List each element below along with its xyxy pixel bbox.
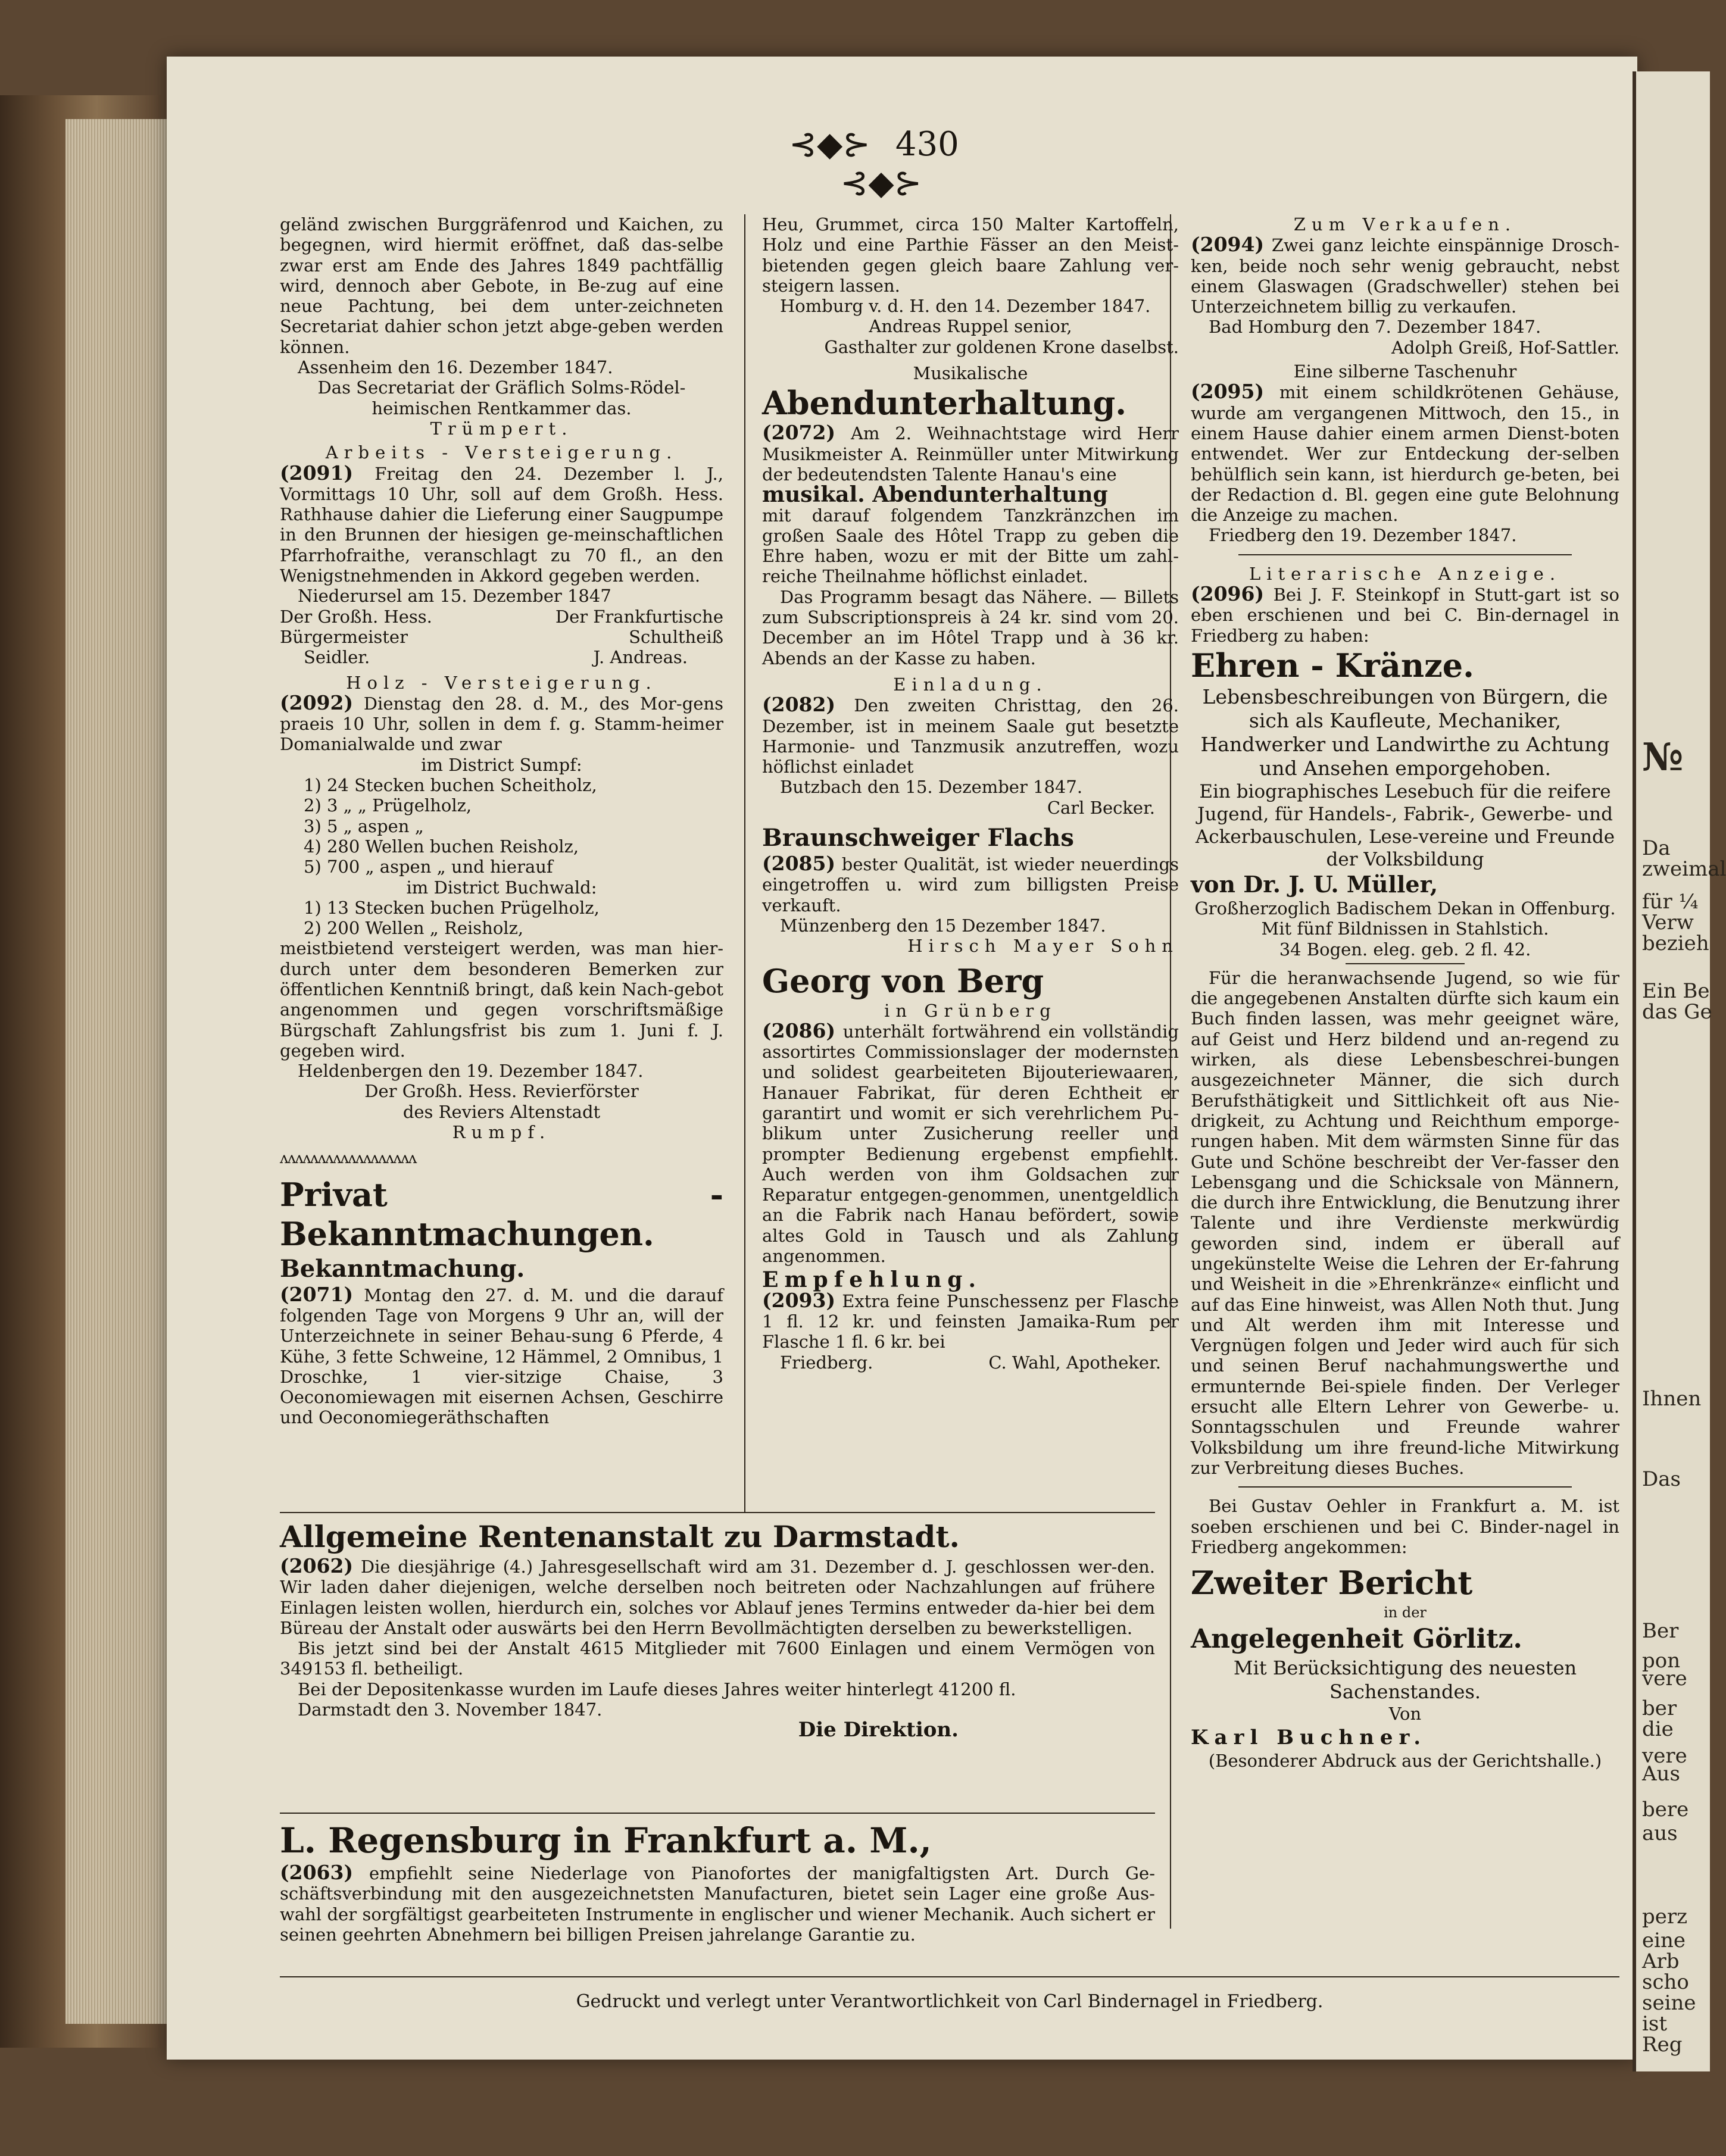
list-item: 1) 13 Stecken buchen Prügelholz, [304,897,600,918]
ad-name: Trümpert. [430,418,573,439]
ad-number: (2094) [1191,233,1265,257]
ad-text: bester Qualität, ist wieder neuerdings eingetroffen u. wird zum billigsten Preise verkauft. [762,854,1179,915]
ad-text: Das Programm besagt das Nähere. — Billets zum Subscriptionspreis à 24 kr. sind vom 20. December an im Hôtel Trapp und à 36 kr. Abends an der Kasse zu haben. [762,586,1179,668]
ad-number: (2093) [762,1288,836,1312]
list-item: 5) 700 „ aspen „ und hierauf [304,857,553,877]
ad-text: meistbietend versteigert werden, was man hier-durch unter dem besonderen Bemerken zur öffentlichen Kenntniß bringt, daß kein Nach-gebot angenommen und gegen vorschriftsmäßige Bürgschaft Zahlungsfrist bis zum 1. Juni f. J. gegeben wird. [280,938,723,1061]
ad-text: empfiehlt seine Niederlage von Pianofortes der manigfaltigsten Art. Durch Ge-schäftsverbindung mit den ausgezeichnetsten Manufacturen, bietet sein Lager eine große Aus-wahl der sorgfältigst gearbeiteten Instrumente in englischer und wiener Mechanik. Auch sichert er seinen geehrten Abnehmern bei billigen Preisen jahrelange Garantie zu. [280,1863,1155,1945]
adjacent-page-fragment: Da [1642,836,1671,860]
sig-right: Der Frankfurtische [555,606,723,627]
ad-text: Bei J. F. Steinkopf in Stutt-gart ist so eben erschienen und bei C. Bin-dernagel in Friedberg zu haben: [1191,585,1620,646]
ad-text: Heu, Grummet, circa 150 Malter Kartoffeln, Holz und eine Parthie Fässer an den Meist-bietenden gegen gleich baare Zahlung ver-steigern lassen. [762,214,1179,296]
rentenanstalt-ad [280,1518,1155,1741]
ad-date: Friedberg den 19. Dezember 1847. [1209,525,1517,546]
sig-left: Der Großh. Hess. [280,606,432,627]
ornament-left: ⊰◆⊱ [789,125,871,164]
signature-block [762,1352,1179,1373]
ad-text: Die diesjährige (4.) Jahresgesellschaft wird am 31. Dezember d. J. geschlossen wer-den. Wir laden daher diejenigen, welche derselben noch beitreten oder Nachzahlungen auf frühere Einlagen leisten wollen, hierdurch ein, solches vor Ablauf jenes Termins entweder da-hier bei dem Büreau der Anstalt oder auswärts bei den Herrn Bevollmächtigten derselben zu bewerkstelligen. [280,1557,1156,1638]
ad-signature: Die Direktion. [798,1718,959,1742]
heading-ehrenkraenze: Ehren - Kränze. [1191,646,1474,685]
heading-taschenuhr: Eine silberne Taschenuhr [1293,361,1517,382]
wood-list [280,898,723,939]
ad-signature: Hirsch Mayer Sohn [907,936,1179,957]
heading-abend: Abendunterhaltung. [762,384,1127,423]
divider [1346,963,1465,964]
page-number-value: 430 [895,125,959,164]
heading-zweiter-bericht: Zweiter Bericht [1191,1564,1473,1602]
ad-number: (2071) [280,1282,354,1306]
book-author: von Dr. J. U. Müller, [1191,870,1438,898]
adjacent-page-fragment: Ein Be [1642,979,1710,1003]
ad-number: (2082) [762,693,836,717]
ad-2063 [280,1863,1155,1945]
ad-2093 [762,1288,1179,1352]
list-item: 2) 200 Wellen „ Reisholz, [304,918,524,939]
adjacent-page-fragment: bezieh [1642,932,1709,955]
heading-regensburg: L. Regensburg in Frankfurt a. M., [280,1820,932,1861]
adjacent-page-fragment: Ihnen [1642,1387,1702,1411]
adjacent-page-fragment: pon [1642,1649,1681,1673]
adjacent-page-fragment: Arb [1642,1949,1680,1973]
author-title: Großherzoglich Badischem Dekan in Offenburg. [1194,898,1616,918]
signature-block [280,627,723,647]
heading-einladung: Einladung. [893,674,1048,695]
heading-goerlitz: Angelegenheit Görlitz. [1191,1624,1522,1655]
ad-text: Bis jetzt sind bei der Anstalt 4615 Mitglieder mit 7600 Einlagen und einem Vermögen von 349153 fl. betheiligt. [280,1638,1155,1679]
heading-musikal: musikal. Abendunterhaltung [762,482,1108,508]
section-rule [280,1512,1155,1513]
adjacent-page-fragment: die [1642,1717,1674,1741]
ad-signature: Der Großh. Hess. Revierförster [364,1081,639,1102]
column-2 [762,214,1179,1373]
column-rule [744,214,745,1512]
sig-left: Bürgermeister [280,626,408,647]
ad-number: (2062) [280,1554,354,1577]
ad-text: geländ zwischen Burggräfenrod und Kaichen, zu begegnen, wird hiermit eröffnet, daß das-selbe zwar erst am Ende des Jahres 1849 pachtfällig wird, dennoch aber Gebote, in Be-zug auf eine neue Pachtung, bei dem unter-zeichneten Secretariat dahier schon jetzt abge-geben werden können. [280,214,723,357]
ad-number: (2096) [1191,582,1265,606]
sig-right: J. Andreas. [593,647,688,668]
heading-empfehlung: Empfehlung. [762,1267,982,1293]
adjacent-page-fragment: zweimal [1642,857,1726,881]
adjacent-page-fragment: Ber [1642,1619,1679,1643]
ad-2094 [1191,235,1619,317]
signature-block [280,607,723,627]
ad-text: Extra feine Punschessenz per Flasche 1 fl. 12 kr. und feinsten Jamaika-Rum per Flasche 1 fl. 6 kr. bei [762,1291,1179,1352]
column-3 [1191,214,1619,1771]
adjacent-page-fragment: bere [1642,1798,1689,1821]
footer-rule [280,1976,1619,1977]
book-illustrations: Mit fünf Bildnissen in Stahlstich. [1261,918,1549,939]
ad-text: Bei Gustav Oehler in Frankfurt a. M. ist soeben erschienen und bei C. Binder-nagel in Friedberg angekommen: [1191,1496,1619,1557]
ad-2072 [762,423,1179,485]
adjacent-page-fragment: Reg [1642,2033,1683,2057]
ad-text: unterhält fortwährend ein vollständig assortirtes Commissionslager der modernsten und solidest gearbeiteten Bijouteriewaaren, Hanauer Fabrikat, für deren Echtheit er garantirt und womit er sich verehrlichem Pu-blikum unter Zusicherung reeller und prompter Bedienung ergebenst empfiehlt. Auch werden von ihm Goldsachen zur Reparatur entgegen-genommen, unentgeldlich an die Fabrik nach Hanau befördert, sowie altes Gold in Tausch und als Zahlung angenommen. [762,1021,1179,1267]
book-author: Karl Buchner. [1191,1725,1427,1749]
adjacent-page-fragment: eine [1642,1929,1686,1952]
text-in-der: in der [1384,1604,1427,1621]
ad-2086 [762,1018,1179,1267]
heading-arbeits: Arbeits - Versteigerung. [325,442,678,463]
heading-georg: Georg von Berg [762,961,1044,1000]
ad-2096 [1191,584,1619,646]
regensburg-ad [280,1818,1155,1945]
ad-date: Darmstadt den 3. November 1847. [298,1699,603,1720]
heading-bekanntmachung: Bekanntmachung. [280,1254,525,1283]
ad-2085 [762,854,1179,915]
heading-privat: Privat - Bekanntmachungen. [280,1175,723,1253]
ad-number: (2063) [280,1861,354,1884]
ad-date: Niederursel am 15. Dezember 1847 [298,586,611,607]
adjacent-page-fragment: № [1642,735,1684,780]
column-1 [280,214,723,1428]
sig-left: Friedberg. [780,1352,873,1373]
adjacent-page-fragment: scho [1642,1970,1689,1994]
ornament-right: ⊰◆⊱ [840,164,922,202]
adjacent-page-fragment: perz [1642,1905,1688,1929]
ad-2091 [280,463,723,586]
ad-date: Homburg v. d. H. den 14. Dezember 1847. [780,296,1151,317]
adjacent-page-fragment: Verw [1642,911,1694,935]
ad-signature: Gasthalter zur goldenen Krone daselbst. [824,336,1179,357]
ad-text: Freitag den 24. Dezember l. J., Vormittags 10 Uhr, soll auf dem Großh. Hess. Rathhause dahier die Lieferung einer Saugpumpe in den Brunnen der hiesigen ge-meinschaftlichen Pfarrhofraithe, veranschlagt zu 70 fl., an den Wenigstnehmenden in Akkord gegeben werden. [280,463,723,586]
adjacent-page-fragment: vere [1642,1744,1687,1768]
ad-date: Bad Homburg den 7. Dezember 1847. [1209,317,1541,338]
ad-signature: Carl Becker. [1047,797,1155,818]
heading-literarisch: Literarische Anzeige. [1249,563,1562,584]
adjacent-page [1633,71,1726,2071]
adjacent-page-fragment: Aus [1642,1762,1680,1786]
ad-2092 [280,690,723,755]
ad-number: (2092) [280,690,354,714]
adjacent-page-fragment: seine [1642,1991,1696,2015]
ad-number: (2086) [762,1018,836,1042]
page-number [762,125,1000,202]
adjacent-page-fragment: aus [1642,1821,1678,1845]
ad-date: Münzenberg den 15 Dezember 1847. [780,915,1106,936]
book-subtitle: Mit Berücksichtigung des neuesten Sachenstandes. [1233,1657,1577,1704]
ad-text: Montag den 27. d. M. und die darauf folgenden Tage von Morgens 9 Uhr an, will der Unterzeichnete in seiner Behau-sung 6 Pferde, 4 Kühe, 3 fette Schweine, 12 Hämmel, 2 Omnibus, 1 Droschke, 1 vier-sitzige Chaise, 3 Oeconomiewagen mit eisernen Achsen, Geschirre und Oeconomiegeräthschaften [280,1285,724,1428]
page-edges [65,119,167,2024]
heading-musik: Musikalische [913,363,1028,384]
heading-verkaufen: Zum Verkaufen. [1293,214,1517,235]
sig-right: C. Wahl, Apotheker. [988,1352,1161,1373]
ad-2082 [762,695,1179,777]
ad-date: Butzbach den 15. Dezember 1847. [780,777,1083,798]
ad-signature: des Reviers Altenstadt [402,1101,601,1122]
adjacent-page-fragment: das Ge [1642,1000,1712,1024]
book-note: (Besonderer Abdruck aus der Gerichtshalle.) [1208,1750,1602,1771]
district-heading: im District Sumpf: [421,754,582,775]
book-subtitle: Lebensbeschreibungen von Bürgern, die sich als Kaufleute, Mechaniker, Handwerker und Landwirthe zu Achtung und Ansehen emporgehoben. [1200,685,1610,780]
ad-text: Zwei ganz leichte einspännige Drosch-ken, beide noch sehr wenig gebraucht, nebst einem Glaswagen (Gradschweller) stehen bei Unterzeichnetem billig zu verkaufen. [1191,235,1620,317]
ad-number: (2072) [762,421,836,445]
ad-number: (2091) [280,461,354,485]
ad-name: Rumpf. [452,1122,551,1143]
divider [1238,554,1572,555]
book-description: Ein biographisches Lesebuch für die reifere Jugend, für Handels-, Fabrik-, Gewerbe- und Ackerbauschulen, Lese-vereine und Freunde der Volksbildung [1195,780,1615,870]
list-item: 4) 280 Wellen buchen Reisholz, [304,836,579,857]
adjacent-page-fragment: vere [1642,1667,1687,1691]
sig-left: Seidler. [304,647,370,668]
heading-gruenberg: in Grünberg [884,1000,1057,1021]
ad-date: Heldenbergen den 19. Dezember 1847. [298,1061,644,1082]
adjacent-page-fragment: für ¼ [1642,890,1699,914]
adjacent-page-fragment: Das [1642,1467,1681,1491]
ad-text: Den zweiten Christtag, den 26. Dezember, ist in meinem Saale gut besetzte Harmonie- und Tanzmusik anzutreffen, wozu höflichst einladet [762,695,1179,777]
adjacent-page-fragment: ber [1642,1696,1677,1720]
ad-text: Bei der Depositenkasse wurden im Laufe dieses Jahres weiter hinterlegt 41200 fl. [298,1679,1016,1699]
ad-signature: Adolph Greiß, Hof-Sattler. [1391,337,1619,358]
book-review: Für die heranwachsende Jugend, so wie für die angegebenen Anstalten dürfte sich kaum ein Buch finden lassen, was mehr geeignet wäre, auf Geist und Herz bildend und an-regend zu wirken, als diese Lebensbeschrei-bungen ausgezeichneter Männer, die sich durch Berufsthätigkeit und Sittlichkeit oft aus Nie-drigkeit, zu Achtung und Reichthum emporge-rungen haben. Mit dem wärmsten Sinne für das Gute und Schöne beschreibt der Ver-fasser den Lebensgang und die Schicksale von Männern, die durch ihre Entwicklung, die Benutzung ihrer Talente und ihre Verdienste merkwürdig geworden sind, indem er überall auf ungekünstelte Weise die Lehren der Er-fahrung und Weisheit in die »Ehrenkränze« einflicht und auf das Eine hinweist, was Allen Noth thut. Jung und Alt werden ihm mit Interesse und Vergnügen folgen und Jeder wird auch für sich und seinen Beruf nachahmungswerthe und ermunternde Bei-spiele finden. Der Verleger ersucht alle Eltern Lehrer von Gewerbe- u. Sonntagsschulen und Freunde wahrer Volksbildung um ihre freund-liche Mitwirkung zur Verbreitung dieses Buches. [1191,967,1619,1478]
heading-flachs: Braunschweiger Flachs [762,824,1074,852]
adjacent-page-fragment: ist [1642,2012,1667,2036]
ad-text: Dienstag den 28. d. M., des Mor-gens praeis 10 Uhr, sollen in dem f. g. Stamm-heimer Domanialwalde und zwar [280,693,723,755]
imprint-footer: Gedruckt und verlegt unter Verantwortlichkeit von Carl Bindernagel in Friedberg. [576,1991,1324,2012]
divider [1238,1486,1572,1488]
ad-text: mit einem schildkrötenen Gehäuse, wurde am vergangenen Mittwoch, den 15., in einem Hause dahier einem armen Dienst-boten entwendet. Wer zur Entdeckung der-selben behülflich sein kann, ist hierdurch ge-beten, bei der Redaction d. Bl. gegen eine gute Belohnung die Anzeige zu machen. [1191,382,1619,526]
ad-number: (2095) [1191,380,1265,404]
ad-signature: Das Secretariat der Gräflich Solms-Rödel-heimischen Rentkammer das. [317,377,686,418]
ad-signature: Andreas Ruppel senior, [869,316,1072,337]
heading-rentenanstalt: Allgemeine Rentenanstalt zu Darmstadt. [280,1519,960,1554]
ad-date: Assenheim den 16. Dezember 1847. [298,357,613,378]
sig-right: Schultheiß [629,626,723,647]
wavy-divider: ʌʌʌʌʌʌʌʌʌʌʌʌʌʌʌʌʌʌ [280,1149,416,1168]
section-rule [280,1813,1155,1814]
ad-number: (2085) [762,852,836,876]
ad-2062 [280,1556,1155,1638]
list-item: 3) 5 „ aspen „ [304,815,424,836]
ad-2095 [1191,382,1619,525]
ad-text: Am 2. Weihnachtstage wird Herr Musikmeister A. Reinmüller unter Mitwirkung der bedeutendsten Talente Hanau's eine [762,423,1179,485]
signature-block [280,647,723,667]
text-von: Von [1388,1704,1422,1724]
ad-text: mit darauf folgendem Tanzkränzchen im großen Saale des Hôtel Trapp zu geben die Ehre haben, wozu er mit der Bitte um zahl-reiche Theilnahme höflichst einladet. [762,505,1179,587]
book-price: 34 Bogen. eleg. geb. 2 fl. 42. [1279,939,1531,960]
list-item: 1) 24 Stecken buchen Scheitholz, [304,775,597,796]
ad-2071 [280,1282,724,1428]
wood-list [280,775,723,877]
list-item: 2) 3 „ „ Prügelholz, [304,795,472,816]
district-heading: im District Buchwald: [406,877,597,898]
heading-holz: Holz - Versteigerung. [346,672,657,693]
